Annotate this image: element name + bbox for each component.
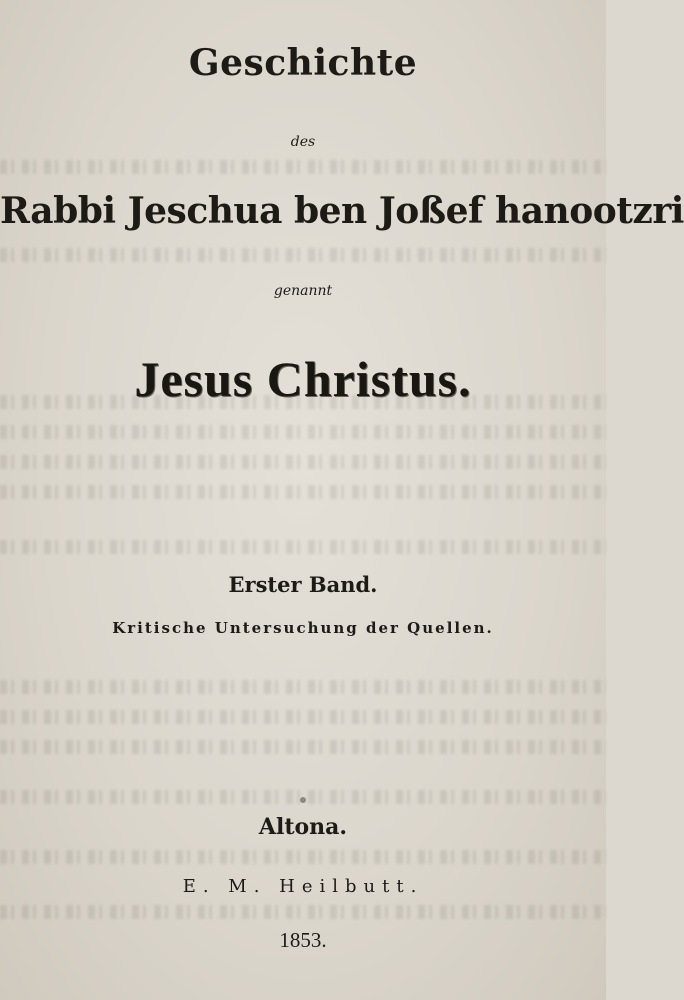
publication-place: Altona. [258,814,348,840]
connector-word: des [290,134,316,150]
called-word: genannt [273,283,333,299]
publication-year: 1853. [279,928,327,952]
bleed-through-text [0,455,606,469]
volume-subtitle: Kritische Untersuchung der Quellen. [112,619,494,637]
volume-label: Erster Band. [228,572,378,597]
book-name: Jesus Christus. [134,351,472,407]
book-heading: Geschichte [188,42,418,84]
book-subject: Rabbi Jeschua ben Joßef hanootzri [0,190,684,232]
bleed-through-text [0,160,606,174]
bleed-through-text [0,850,606,864]
bleed-through-text [0,710,606,724]
bleed-through-text [0,248,606,262]
bleed-through-text [0,540,606,554]
bleed-through-text [0,425,606,439]
publisher-name: E. M. Heilbutt. [182,876,424,897]
bleed-through-text [0,905,606,919]
bleed-through-text [0,485,606,499]
bleed-through-text [0,740,606,754]
ornament-dot [300,797,306,803]
bleed-through-text [0,680,606,694]
